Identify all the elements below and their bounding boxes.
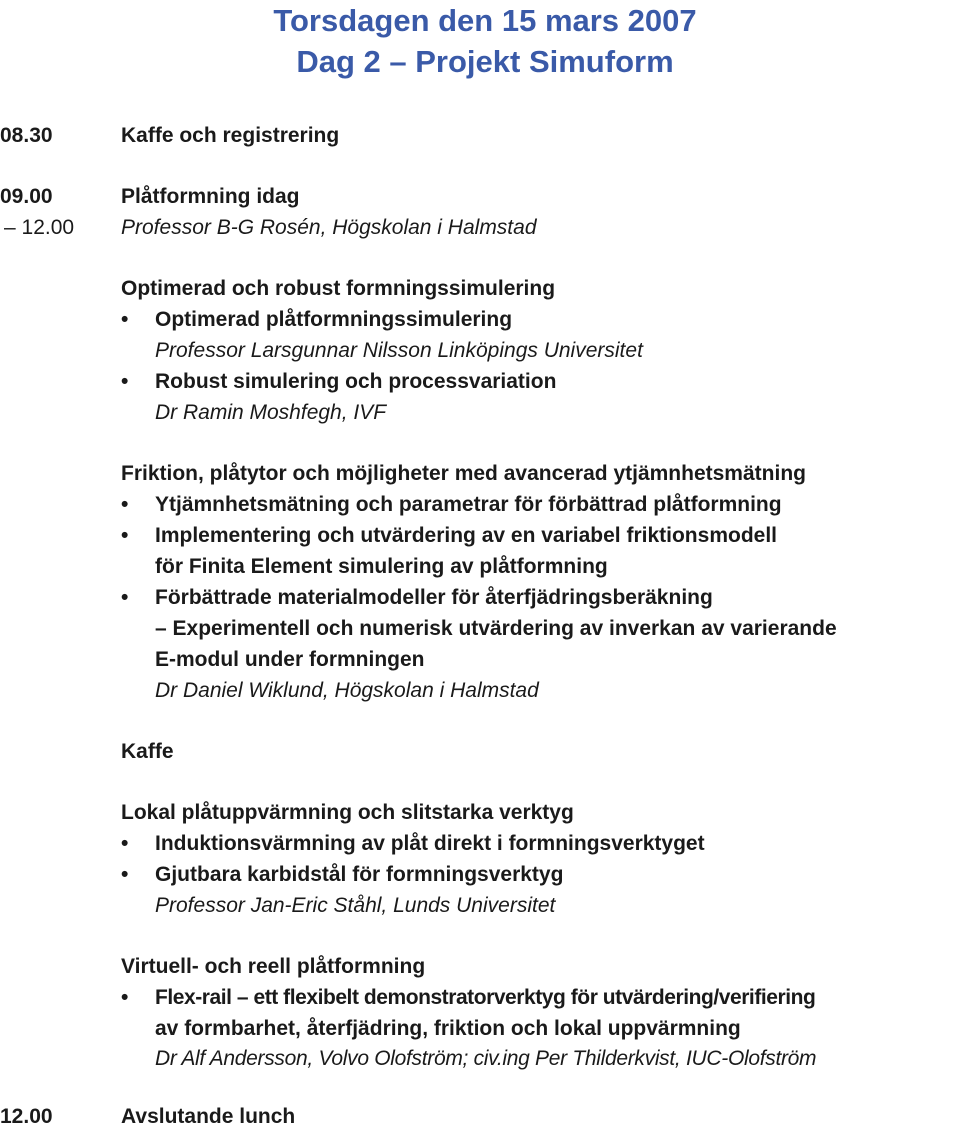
bullet-induktion: Induktionsvärmning av plåt direkt i formningsverktyget (155, 832, 705, 855)
break-kaffe: Kaffe (121, 740, 174, 763)
section-title-virtuell: Virtuell- och reell plåtformning (121, 955, 426, 978)
bullet-icon: • (121, 524, 129, 547)
time-1200: 12.00 (0, 1105, 53, 1128)
bullet-flexrail: Flex-rail – ett flexibelt demonstratorverktyg för utvärdering/verifiering (155, 986, 816, 1009)
bullet-icon: • (121, 586, 129, 609)
speaker-andersson: Dr Alf Andersson, Volvo Olofström; civ.ing Per Thilderkvist, IUC-Olofström (155, 1047, 817, 1070)
speaker-moshfegh: Dr Ramin Moshfegh, IVF (155, 401, 387, 424)
bullet-ytjamnhet: Ytjämnhetsmätning och parametrar för förbättrad plåtformning (155, 493, 782, 516)
item-title-lunch: Avslutande lunch (121, 1105, 296, 1128)
bullet-flexrail-cont: av formbarhet, återfjädring, friktion och lokal uppvärmning (155, 1017, 741, 1040)
section-title-friktion: Friktion, plåtytor och möjligheter med avancerad ytjämnhetsmätning (121, 462, 806, 485)
bullet-gjutbara: Gjutbara karbidstål för formningsverktyg (155, 863, 564, 886)
item-title-registration: Kaffe och registrering (121, 124, 340, 147)
section-title-optimerad: Optimerad och robust formningssimulering (121, 277, 556, 300)
time-0830: 08.30 (0, 124, 53, 147)
sub-experimentell: – Experimentell och numerisk utvärdering av inverkan av varierande (155, 617, 837, 640)
time-0900: 09.00 (0, 185, 53, 208)
bullet-icon: • (121, 986, 129, 1009)
bullet-materialmodeller: Förbättrade materialmodeller för återfjädringsberäkning (155, 586, 713, 609)
bullet-icon: • (121, 370, 129, 393)
sub-experimentell-cont: E-modul under formningen (155, 648, 425, 671)
page-title: Torsdagen den 15 mars 2007 (273, 3, 697, 38)
bullet-icon: • (121, 493, 129, 516)
bullet-optimerad: Optimerad plåtformningssimulering (155, 308, 513, 331)
bullet-implementering: Implementering och utvärdering av en variabel friktionsmodell (155, 524, 777, 547)
bullet-icon: • (121, 308, 129, 331)
bullet-robust: Robust simulering och processvariation (155, 370, 557, 393)
speaker-nilsson: Professor Larsgunnar Nilsson Linköpings Universitet (155, 339, 643, 362)
speaker-stahl: Professor Jan-Eric Ståhl, Lunds Universitet (155, 894, 556, 917)
bullet-icon: • (121, 863, 129, 886)
section-title-lokal: Lokal plåtuppvärmning och slitstarka verktyg (121, 801, 574, 824)
speaker-rosen: Professor B-G Rosén, Högskolan i Halmstad (121, 216, 537, 239)
bullet-implementering-cont: för Finita Element simulering av plåtformning (155, 555, 608, 578)
item-title-platformning: Plåtformning idag (121, 185, 300, 208)
page-subtitle: Dag 2 – Projekt Simuform (296, 44, 674, 79)
bullet-icon: • (121, 832, 129, 855)
time-1200-end: – 12.00 (4, 216, 75, 239)
speaker-wiklund: Dr Daniel Wiklund, Högskolan i Halmstad (155, 679, 539, 702)
